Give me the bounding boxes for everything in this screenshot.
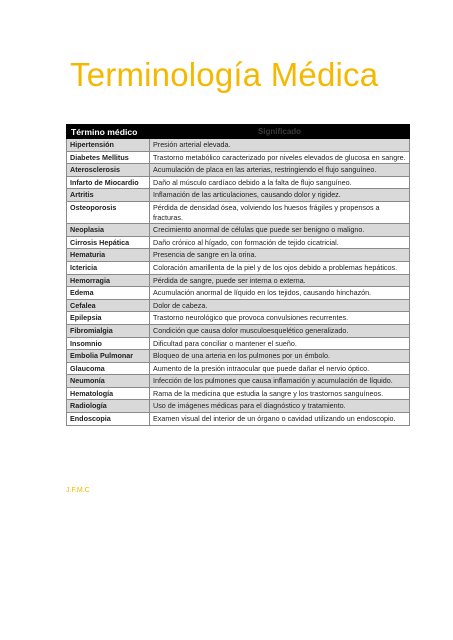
table-row (67, 224, 410, 237)
definition-cell: Aumento de la presión intraocular que puede dañar el nervio óptico. (150, 362, 410, 375)
table-row (67, 362, 410, 375)
definition-cell: Daño crónico al hígado, con formación de tejido cicatricial. (150, 236, 410, 249)
table-row (67, 261, 410, 274)
definition-cell: Acumulación de placa en las arterias, restringiendo el flujo sanguíneo. (150, 164, 410, 177)
definition-cell: Pérdida de sangre, puede ser interna o externa. (150, 274, 410, 287)
definition-cell: Pérdida de densidad ósea, volviendo los huesos frágiles y propensos a fracturas. (150, 201, 410, 223)
term-cell: Epilepsia (67, 312, 150, 325)
table-row (67, 274, 410, 287)
term-cell: Hemorragia (67, 274, 150, 287)
table-row (67, 164, 410, 177)
table-row (67, 299, 410, 312)
term-cell: Insomnio (67, 337, 150, 350)
definition-cell: Inflamación de las articulaciones, causando dolor y rigidez. (150, 189, 410, 202)
table-row (67, 400, 410, 413)
table-row (67, 375, 410, 388)
term-cell: Diabetes Mellitus (67, 151, 150, 164)
definition-cell: Trastorno neurológico que provoca convulsiones recurrentes. (150, 312, 410, 325)
term-cell: Endoscopia (67, 413, 150, 426)
table-row (67, 201, 410, 223)
table-row (67, 287, 410, 300)
definition-cell: Uso de imágenes médicas para el diagnóstico y tratamiento. (150, 400, 410, 413)
table-body (67, 139, 410, 426)
definition-cell: Dificultad para conciliar o mantener el sueño. (150, 337, 410, 350)
table-row (67, 324, 410, 337)
term-cell: Hematuria (67, 249, 150, 262)
term-cell: Osteoporosis (67, 201, 150, 223)
term-cell: Neumonía (67, 375, 150, 388)
definition-cell: Daño al músculo cardíaco debido a la falta de flujo sanguíneo. (150, 176, 410, 189)
table-row (67, 337, 410, 350)
column-header-meaning: Significado (150, 125, 410, 139)
table-row (67, 413, 410, 426)
table-row (67, 176, 410, 189)
column-header-term: Término médico (67, 125, 150, 139)
table-row (67, 236, 410, 249)
term-cell: Ictericia (67, 261, 150, 274)
term-cell: Aterosclerosis (67, 164, 150, 177)
term-cell: Embolia Pulmonar (67, 350, 150, 363)
definition-cell: Rama de la medicina que estudia la sangre y los trastornos sanguíneos. (150, 387, 410, 400)
term-cell: Cefalea (67, 299, 150, 312)
table-header-row (67, 125, 410, 139)
table-row (67, 151, 410, 164)
table-row (67, 387, 410, 400)
definition-cell: Condición que causa dolor musculoesquelético generalizado. (150, 324, 410, 337)
definition-cell: Trastorno metabólico caracterizado por niveles elevados de glucosa en sangre. (150, 151, 410, 164)
term-cell: Edema (67, 287, 150, 300)
definition-cell: Presión arterial elevada. (150, 139, 410, 152)
table-row (67, 249, 410, 262)
table-row (67, 139, 410, 152)
term-cell: Glaucoma (67, 362, 150, 375)
page-title: Terminología Médica (70, 56, 379, 93)
definition-cell: Coloración amarillenta de la piel y de los ojos debido a problemas hepáticos. (150, 261, 410, 274)
author-initials: J.F.M.C (66, 487, 90, 494)
table-row (67, 350, 410, 363)
term-cell: Hipertensión (67, 139, 150, 152)
term-cell: Radiología (67, 400, 150, 413)
term-cell: Neoplasia (67, 224, 150, 237)
terminology-table (66, 124, 410, 426)
term-cell: Artritis (67, 189, 150, 202)
definition-cell: Acumulación anormal de líquido en los tejidos, causando hinchazón. (150, 287, 410, 300)
definition-cell: Presencia de sangre en la orina. (150, 249, 410, 262)
term-cell: Cirrosis Hepática (67, 236, 150, 249)
table-row (67, 312, 410, 325)
table-row (67, 189, 410, 202)
definition-cell: Examen visual del interior de un órgano o cavidad utilizando un endoscopio. (150, 413, 410, 426)
definition-cell: Infección de los pulmones que causa inflamación y acumulación de líquido. (150, 375, 410, 388)
term-cell: Fibromialgia (67, 324, 150, 337)
definition-cell: Dolor de cabeza. (150, 299, 410, 312)
definition-cell: Crecimiento anormal de células que puede ser benigno o maligno. (150, 224, 410, 237)
term-cell: Hematología (67, 387, 150, 400)
term-cell: Infarto de Miocardio (67, 176, 150, 189)
definition-cell: Bloqueo de una arteria en los pulmones por un émbolo. (150, 350, 410, 363)
